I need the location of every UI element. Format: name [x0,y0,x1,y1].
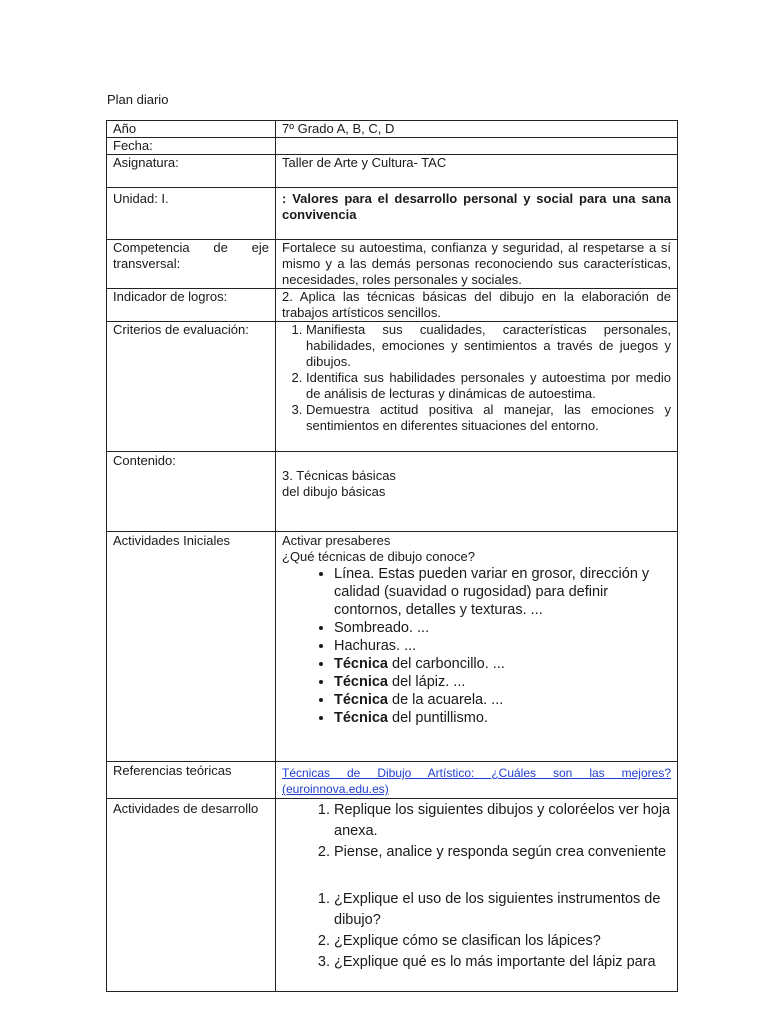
tecnica-item: • Línea. Estas pueden variar en grosor, dirección y calidad (suavidad o rugosidad) para definir contornos, detalles y texturas. ... [334,565,671,619]
label-competencia: Competencia de eje transversal: [107,240,276,289]
tecnica-item: • Hachuras. ... [334,637,671,655]
label-indicador: Indicador de logros: [107,289,276,322]
tecnica-item: • Técnica del lápiz. ... [334,673,671,691]
value-actividades-iniciales [276,532,678,762]
document-title: Plan diario [107,92,169,107]
contenido-line: del dibujo básicas [282,484,386,499]
desarrollo-item: 1. ¿Explique el uso de los siguientes instrumentos de dibujo? [334,889,671,931]
row-unidad [107,188,678,240]
label-fecha: Fecha: [107,138,276,155]
label-referencias: Referencias teóricas [107,762,276,799]
row-anio [107,121,678,138]
row-contenido [107,452,678,532]
iniciales-intro: Activar presaberes [282,533,391,548]
row-fecha [107,138,678,155]
row-criterios [107,322,678,452]
row-referencias [107,762,678,799]
criterio-item: 3. Demuestra actitud positiva al manejar, las emociones y sentimientos en diferentes situaciones del entorno. [306,402,671,434]
desarrollo-list-1 [282,800,671,863]
desarrollo-item: 3. ¿Explique qué es lo más importante del lápiz para [334,952,671,973]
tecnica-item: • Sombreado. ... [334,619,671,637]
value-asignatura: Taller de Arte y Cultura- TAC [276,155,678,188]
plan-table [106,120,678,992]
tecnica-item: • Técnica de la acuarela. ... [334,691,671,709]
row-indicador [107,289,678,322]
contenido-line: 3. Técnicas básicas [282,468,396,483]
label-contenido: Contenido: [107,452,276,532]
criterio-item: 2. Identifica sus habilidades personales y autoestima por medio de análisis de lecturas y dinámicas de autoestima. [306,370,671,402]
desarrollo-item: 2. Piense, analice y responda según crea conveniente [334,842,671,863]
desarrollo-item: 1. Replique los siguientes dibujos y coloréelos ver hoja anexa. [334,800,671,842]
desarrollo-list-2 [282,889,671,973]
value-criterios [276,322,678,452]
label-unidad: Unidad: I. [107,188,276,240]
criterios-list [282,322,671,434]
criterio-item: 1. Manifiesta sus cualidades, características personales, habilidades, emociones y sentimientos a través de juegos y dibujos. [306,322,671,370]
row-actividades-desarrollo [107,799,678,992]
value-unidad: : Valores para el desarrollo personal y social para una sana convivencia [276,188,678,240]
value-contenido [276,452,678,532]
value-fecha [276,138,678,155]
row-actividades-iniciales [107,532,678,762]
label-actividades-iniciales: Actividades Iniciales [107,532,276,762]
value-referencias [276,762,678,799]
row-competencia [107,240,678,289]
referencia-link[interactable]: Técnicas de Dibujo Artístico: ¿Cuáles son las mejores? (euroinnova.edu.es) [282,766,671,796]
value-actividades-desarrollo [276,799,678,992]
value-indicador: 2. Aplica las técnicas básicas del dibujo en la elaboración de trabajos artísticos sencillos. [276,289,678,322]
label-criterios: Criterios de evaluación: [107,322,276,452]
value-anio: 7º Grado A, B, C, D [276,121,678,138]
desarrollo-item: 2. ¿Explique cómo se clasifican los lápices? [334,931,671,952]
label-actividades-desarrollo: Actividades de desarrollo [107,799,276,992]
tecnicas-list [282,565,671,727]
label-asignatura: Asignatura: [107,155,276,188]
row-asignatura [107,155,678,188]
label-anio: Año [107,121,276,138]
tecnica-item: • Técnica del puntillismo. [334,709,671,727]
iniciales-question: ¿Qué técnicas de dibujo conoce? [282,549,475,564]
value-competencia: Fortalece su autoestima, confianza y seguridad, al respetarse a sí mismo y a las demás personas reconociendo sus características, necesidades, roles personales y sociales. [276,240,678,289]
tecnica-item: • Técnica del carboncillo. ... [334,655,671,673]
